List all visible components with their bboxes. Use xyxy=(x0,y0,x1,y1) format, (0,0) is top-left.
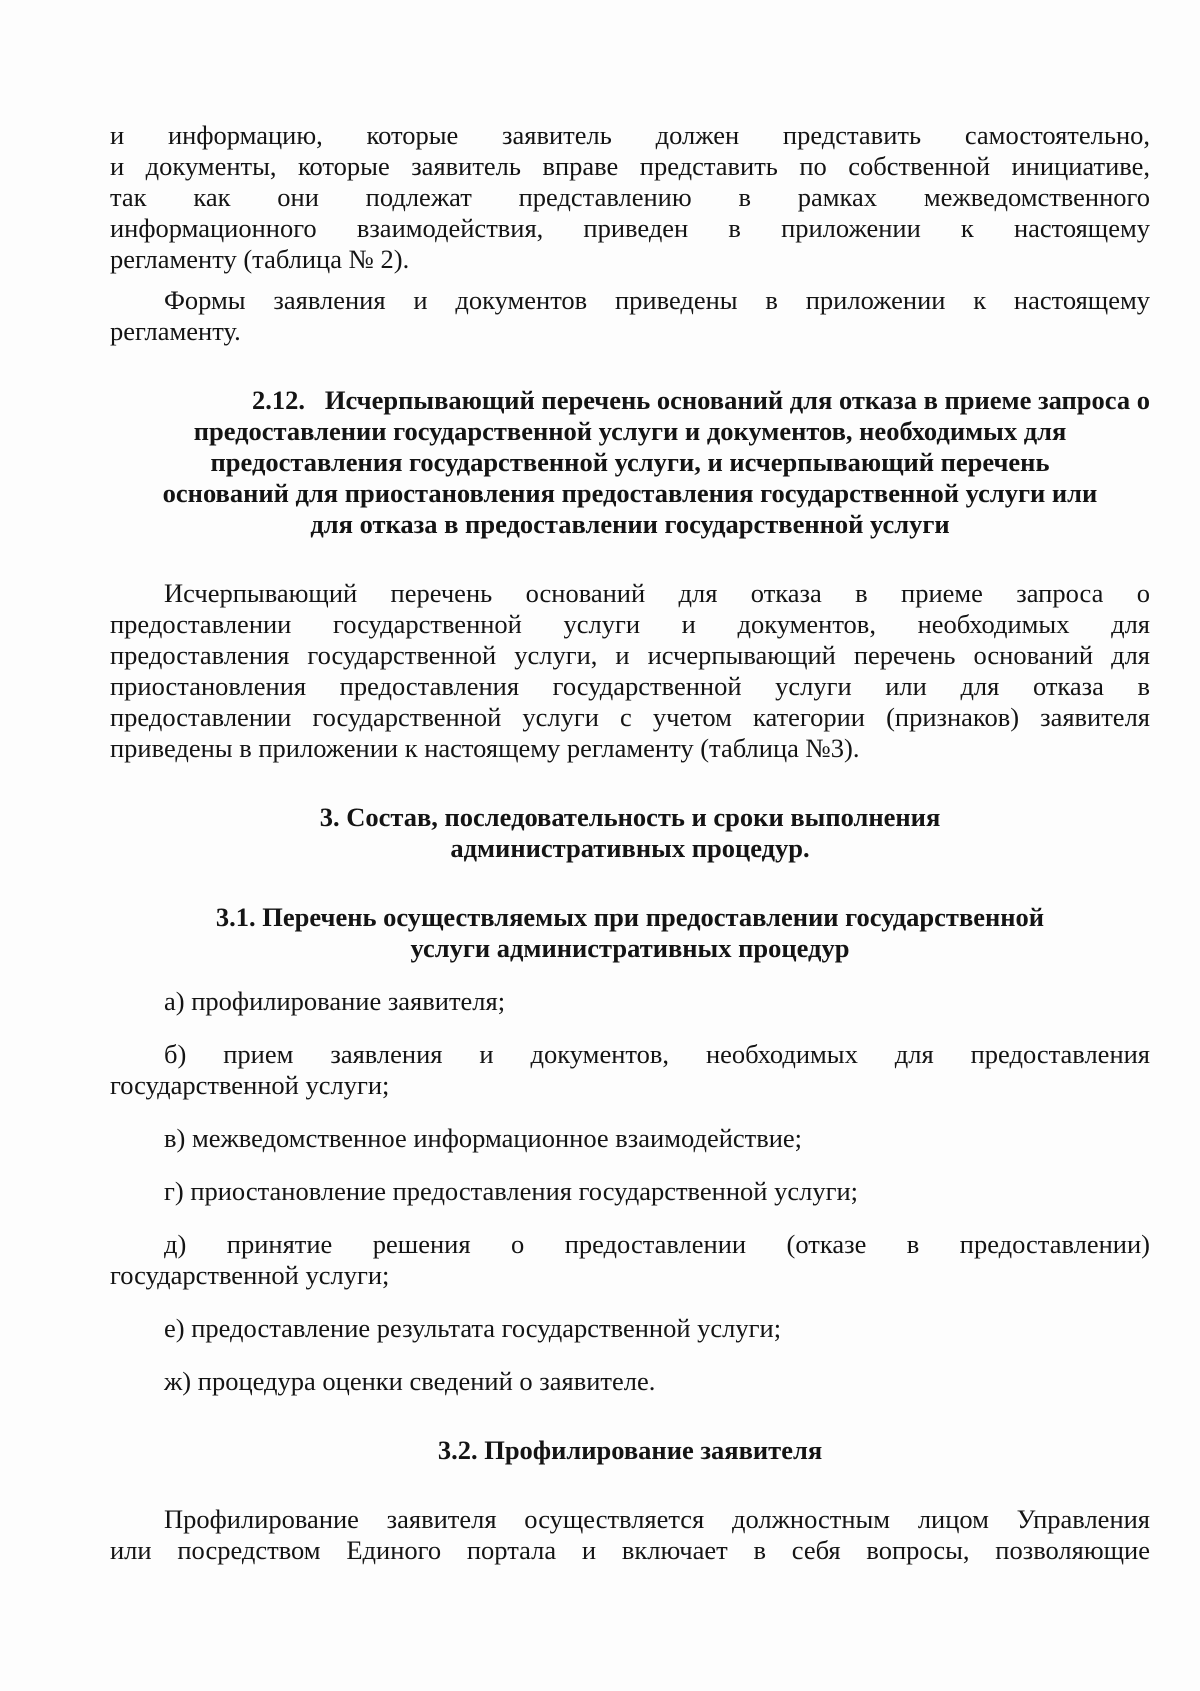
procedures-list xyxy=(110,986,1150,1397)
heading-line: 3. Состав, последовательность и сроки выполнения xyxy=(319,802,941,832)
text-line: и информацию, которые заявитель должен представить самостоятельно, xyxy=(110,120,1150,150)
text-line: государственной услуги; xyxy=(110,1070,390,1100)
forms-paragraph xyxy=(110,285,1150,347)
section-2-12-heading xyxy=(110,385,1150,540)
text-line: государственной услуги; xyxy=(110,1260,390,1290)
heading-line: для отказа в предоставлении государственной услуги xyxy=(310,509,950,539)
text-line: регламенту (таблица № 2). xyxy=(110,244,410,274)
document-body xyxy=(110,120,1150,1566)
heading-line: 2.12. Исчерпывающий перечень оснований для отказа в приеме запроса о xyxy=(251,385,1150,415)
text-line: Профилирование заявителя осуществляется должностным лицом Управления xyxy=(164,1504,1150,1534)
intro-paragraph xyxy=(110,120,1150,275)
heading-line: административных процедур. xyxy=(450,833,810,863)
text-line: информационного взаимодействия, приведен в приложении к настоящему xyxy=(110,213,1150,243)
list-item: а) профилирование заявителя; xyxy=(164,986,506,1016)
text-line: предоставлении государственной услуги и документов, необходимых для xyxy=(110,609,1150,639)
heading-line: предоставления государственной услуги, и исчерпывающий перечень xyxy=(210,447,1050,477)
section-3-1-heading xyxy=(110,902,1150,964)
heading-line: 3.1. Перечень осуществляемых при предоставлении государственной xyxy=(215,902,1045,932)
text-line: б) прием заявления и документов, необходимых для предоставления xyxy=(164,1039,1150,1069)
list-item xyxy=(110,1039,1150,1101)
text-line: регламенту. xyxy=(110,316,241,346)
list-item xyxy=(110,1229,1150,1291)
list-item: в) межведомственное информационное взаимодействие; xyxy=(164,1123,803,1153)
heading-line: услуги административных процедур xyxy=(410,933,850,963)
text-line: предоставления государственной услуги, и исчерпывающий перечень оснований для xyxy=(110,640,1150,670)
section-3-2-heading xyxy=(110,1435,1150,1466)
text-line: так как они подлежат представлению в рамках межведомственного xyxy=(110,182,1150,212)
heading-line: 3.2. Профилирование заявителя xyxy=(437,1435,823,1465)
text-line: предоставлении государственной услуги с учетом категории (признаков) заявителя xyxy=(110,702,1150,732)
text-line: приостановления предоставления государственной услуги или для отказа в xyxy=(110,671,1150,701)
text-line: приведены в приложении к настоящему регламенту (таблица №3). xyxy=(110,733,860,763)
text-line: д) принятие решения о предоставлении (отказе в предоставлении) xyxy=(164,1229,1150,1259)
heading-line: оснований для приостановления предоставления государственной услуги или xyxy=(162,478,1098,508)
list-item: г) приостановление предоставления государственной услуги; xyxy=(164,1176,858,1206)
section-2-12-paragraph xyxy=(110,578,1150,764)
text-line: Формы заявления и документов приведены в приложении к настоящему xyxy=(164,285,1150,315)
list-item: е) предоставление результата государственной услуги; xyxy=(164,1313,782,1343)
heading-line: предоставлении государственной услуги и документов, необходимых для xyxy=(193,416,1067,446)
section-3-heading xyxy=(110,802,1150,864)
text-line: и документы, которые заявитель вправе представить по собственной инициативе, xyxy=(110,151,1150,181)
section-3-2-paragraph xyxy=(110,1504,1150,1566)
text-line: Исчерпывающий перечень оснований для отказа в приеме запроса о xyxy=(164,578,1150,608)
list-item: ж) процедура оценки сведений о заявителе. xyxy=(164,1366,656,1396)
text-line: или посредством Единого портала и включает в себя вопросы, позволяющие xyxy=(110,1535,1150,1565)
